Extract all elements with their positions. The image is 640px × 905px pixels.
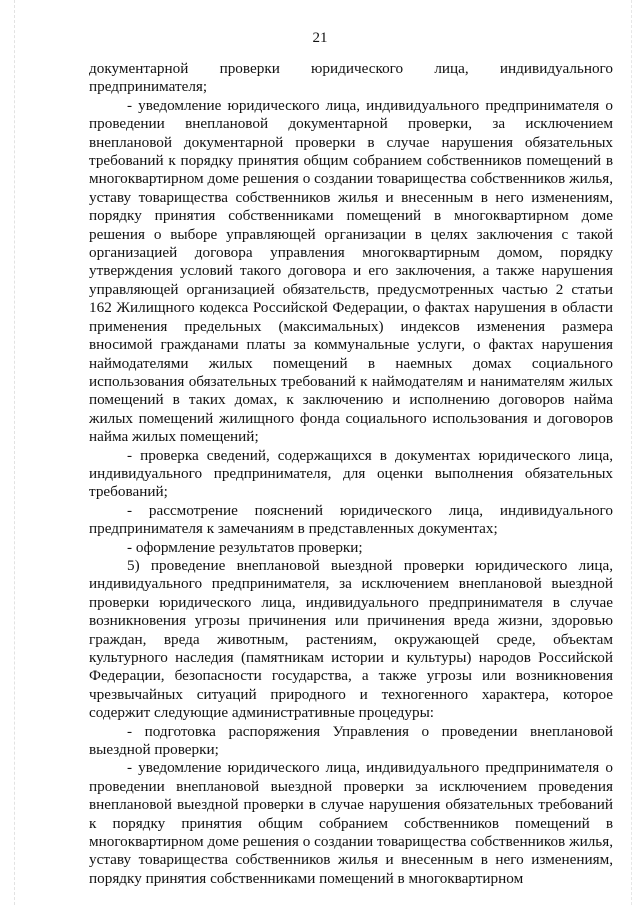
scan-edge-left bbox=[0, 0, 15, 905]
paragraph-item-5: 5) проведение внеплановой выездной проверки юридического лица, индивидуального предпринимателя, за исключением внеплановой выездной проверки юридического лица, индивидуального предпринимателя в случае возникновения угрозы причинения или причинения вреда жизни, здоровью граждан, вреда животным, растениям, окружающей среде, объектам культурного наследия (памятникам истории и культуры) народов Российской Федерации, безопасности государства, а также угрозы или возникновения чрезвычайных ситуаций природного и техногенного характера, которое содержит следующие административные процедуры: bbox=[89, 556, 613, 722]
paragraph-results: - оформление результатов проверки; bbox=[127, 538, 363, 556]
paragraph-notification-onsite: - уведомление юридического лица, индивидуального предпринимателя о проведении внеплановой выездной проверки за исключением проведения внеплановой выездной проверки в случае нарушения обязательных требований к порядку принятия общим собранием собственников помещений в многоквартирном доме решения о создании товарищества собственников жилья, уставу товарищества собственников жилья и внесенным в него изменениям, порядку принятия собственниками помещений в многоквартирном bbox=[89, 759, 613, 887]
paragraph-notification-documentary: - уведомление юридического лица, индивидуального предпринимателя о проведении внеплановой документарной проверки, за исключением внеплановой документарной проверки в случае нарушения обязательных требований к порядку принятия общим собранием собственников помещений в многоквартирном доме решения о создании товарищества собственников жилья, уставу товарищества собственников жилья и внесенным в него изменениям, порядку принятия собственниками помещений в многоквартирном доме решения о выборе управляющей организации в целях заключения с такой организацией договора управления многоквартирным домом, порядку утверждения условий такого договора и его заключения, а также нарушения управляющей организацией обязательств, предусмотренных частью 2 статьи 162 Жилищного кодекса Российской Федерации, о фактах нарушения в области применения предельных (максимальных) индексов изменения размера вносимой гражданами платы за коммунальные услуги, о фактах нарушения наймодателями жилых помещений в наемных домах социального использования обязательных требований к наймодателям и нанимателям жилых помещений в таких домах, к заключению и исполнению договоров найма жилых помещений жилищного фонда социального использования и договоров найма жилых помещений; bbox=[89, 96, 613, 446]
paragraph-verification: - проверка сведений, содержащихся в документах юридического лица, индивидуального предпринимателя, для оценки выполнения обязательных требований; bbox=[89, 446, 613, 501]
document-body bbox=[89, 60, 613, 888]
page-number: 21 bbox=[312, 30, 328, 46]
paragraph-continuation: документарной проверки юридического лица, индивидуального предпринимателя; bbox=[89, 60, 613, 96]
scan-edge-right bbox=[631, 0, 640, 905]
paragraph-order-preparation: - подготовка распоряжения Управления о проведении внеплановой выездной проверки; bbox=[89, 722, 613, 759]
paragraph-explanations: - рассмотрение пояснений юридического лица, индивидуального предпринимателя к замечаниям в представленных документах; bbox=[89, 501, 613, 538]
